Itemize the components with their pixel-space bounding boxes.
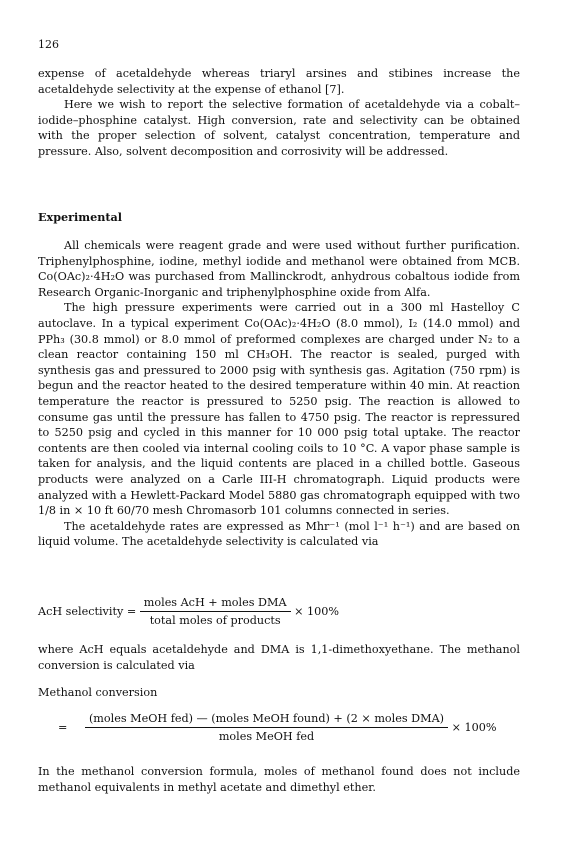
formula2-lhs: = — [58, 721, 68, 734]
between-text: where AcH equals acetaldehyde and DMA is 1,1-dimethoxyethane. The methanol conversion is calculated via — [38, 643, 520, 672]
formula2-denominator: moles MeOH fed — [218, 730, 315, 743]
formula2-factor: × 100% — [451, 721, 497, 734]
formula-fraction — [140, 596, 291, 627]
page-number: 126 — [38, 38, 59, 51]
intro-section — [38, 66, 520, 160]
conversion-label: Methanol conversion — [38, 686, 158, 699]
closing-paragraph — [38, 764, 520, 795]
formula-numerator: moles AcH + moles DMA — [140, 596, 291, 612]
formula-factor: × 100% — [294, 605, 340, 618]
formula2-fraction — [85, 712, 448, 743]
between-paragraph — [38, 642, 520, 673]
formula-lhs: AcH selectivity = — [38, 605, 137, 618]
intro-paragraph-2: Here we wish to report the selective formation of acetaldehyde via a cobalt–iodide–phosphine catalyst. High conversion, rate and selectivity can be obtained with the proper selection of solvent, catalyst concentration, temperature and pressure. Also, solvent decomposition and corrosivity will be addressed. — [38, 98, 520, 158]
closing-text: In the methanol conversion formula, moles of methanol found does not include methanol equivalents in methyl acetate and dimethyl ether. — [38, 765, 520, 794]
intro-paragraph-1: expense of acetaldehyde whereas triaryl arsines and stibines increase the acetaldehyde selectivity at the expense of ethanol [7]. — [38, 67, 520, 96]
selectivity-formula — [38, 596, 339, 627]
conversion-formula — [58, 712, 497, 743]
experimental-heading: Experimental — [38, 210, 123, 224]
experimental-section — [38, 238, 520, 550]
experimental-paragraph-2: The high pressure experiments were carried out in a 300 ml Hastelloy C autoclave. In a typical experiment Co(OAc)₂·4H₂O (8.0 mmol), I₂ (14.0 mmol) and PPh₃ (30.8 mmol) or 8.0 mmol of preformed complexes are charged under N₂ to a clean reactor containing 150 ml CH₃OH. The reactor is sealed, purged with synthesis gas and pressured to 2000 psig with synthesis gas. Agitation (750 rpm) is begun and the reactor heated to the desired temperature within 40 min. At reaction temperature the reactor is pressured to 5250 psig. The reaction is allowed to consume gas until the pressure has fallen to 4750 psig. The reactor is repressured to 5250 psig and cycled in this manner for 10 000 psig total uptake. The reactor contents are then cooled via internal cooling coils to 10 °C. A vapor phase sample is taken for analysis, and the liquid contents are placed in a chilled bottle. Gaseous products were analyzed on a Carle III-H chromatograph. Liquid products were analyzed with a Hewlett-Packard Model 5880 gas chromatograph equipped with two 1/8 in × 10 ft 60/70 mesh Chromasorb 101 columns connected in series. — [38, 301, 520, 518]
formula-denominator: total moles of products — [149, 614, 281, 627]
experimental-paragraph-1: All chemicals were reagent grade and were used without further purification. Triphenylphosphine, iodine, methyl iodide and methanol were obtained from MCB. Co(OAc)₂·4H₂O was purchased from Mallinckrodt, anhydrous cobaltous iodide from Research Organic-Inorganic and triphenylphosphine oxide from Alfa. — [38, 239, 520, 299]
experimental-paragraph-3: The acetaldehyde rates are expressed as Mhr⁻¹ (mol l⁻¹ h⁻¹) and are based on liquid volume. The acetaldehyde selectivity is calculated via — [38, 519, 520, 549]
formula2-numerator: (moles MeOH fed) — (moles MeOH found) + (2 × moles DMA) — [85, 712, 448, 728]
